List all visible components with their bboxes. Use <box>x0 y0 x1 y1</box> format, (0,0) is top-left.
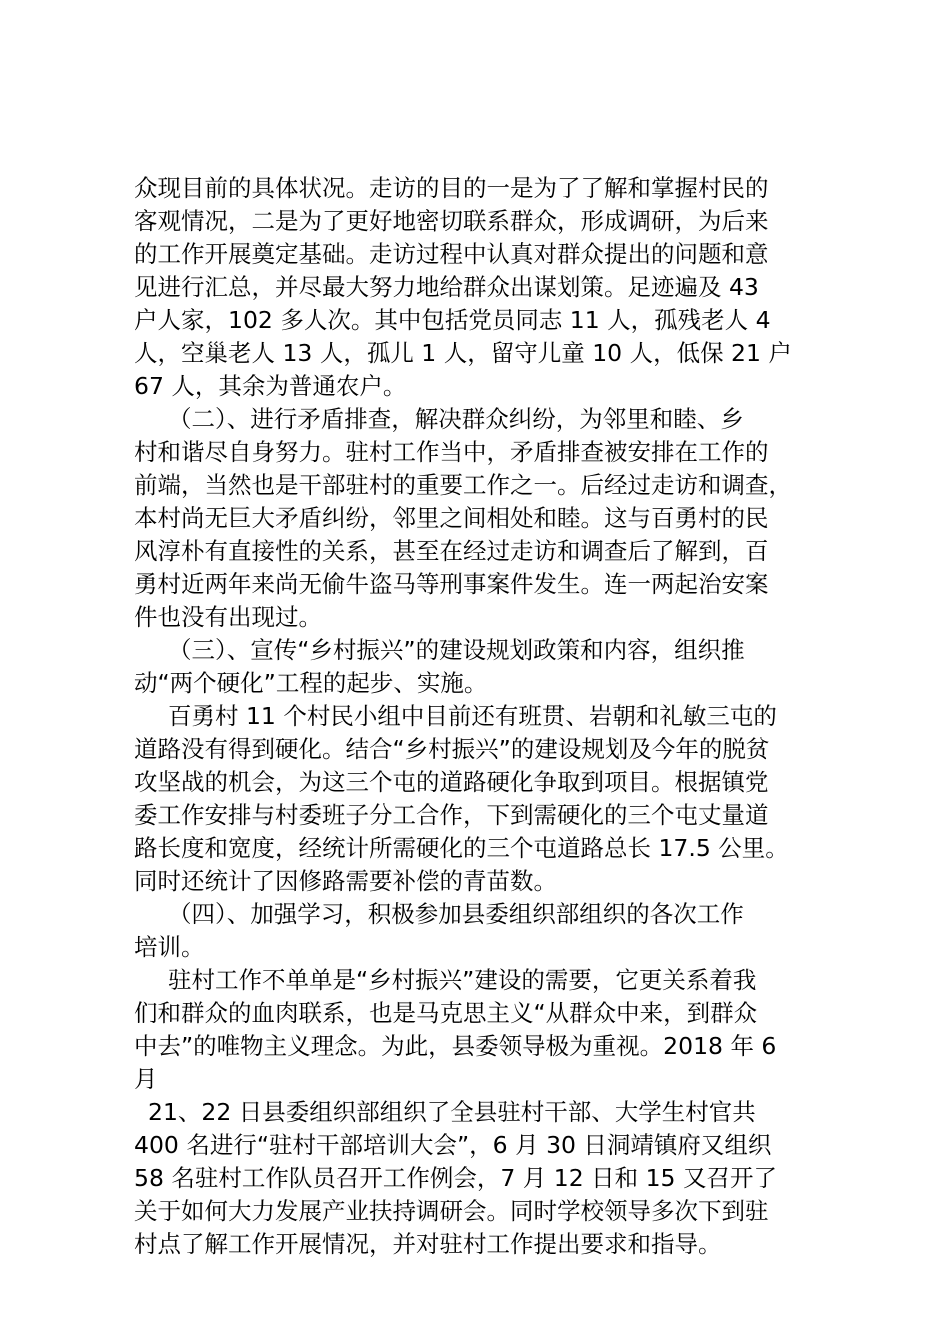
text-line: 月 <box>134 1065 158 1093</box>
text-line: 风淳朴有直接性的关系，甚至在经过走访和调查后了解到，百 <box>134 537 769 565</box>
text-line: 关于如何大力发展产业扶持调研会。同时学校领导多次下到驻 <box>134 1197 769 1225</box>
text-line: 动“两个硬化”工程的起步、实施。 <box>134 669 488 697</box>
text-line: 见进行汇总，并尽最大努力地给群众出谋划策。足迹遍及 43 <box>134 273 759 301</box>
text-line: 人，空巢老人 13 人，孤儿 1 人，留守儿童 10 人，低保 21 户 <box>134 339 792 367</box>
text-line: 客观情况，二是为了更好地密切联系群众，形成调研，为后来 <box>134 207 769 235</box>
section-heading: （四）、加强学习，积极参加县委组织部组织的各次工作 <box>168 900 744 928</box>
paragraph-start: 驻村工作不单单是“乡村振兴”建设的需要，它更关系着我 <box>168 966 757 994</box>
text-line: 67 人，其余为普通农户。 <box>134 372 407 400</box>
text-line: 户人家，102 多人次。其中包括党员同志 11 人，孤残老人 4 <box>134 306 771 334</box>
text-line: 众现目前的具体状况。走访的目的一是为了了解和掌握村民的 <box>134 174 769 202</box>
text-line: 勇村近两年来尚无偷牛盗马等刑事案件发生。连一两起治安案 <box>134 570 769 598</box>
text-line: 同时还统计了因修路需要补偿的青苗数。 <box>134 867 557 895</box>
paragraph-start: 21、22 日县委组织部组织了全县驻村干部、大学生村官共 <box>148 1098 756 1126</box>
text-line: 路长度和宽度，经统计所需硬化的三个屯道路总长 17.5 公里。 <box>134 834 789 862</box>
text-line: 件也没有出现过。 <box>134 603 322 631</box>
text-line: 中去”的唯物主义理念。为此，县委领导极为重视。2018 年 6 <box>134 1032 777 1060</box>
text-line: 培训。 <box>134 933 205 961</box>
text-line: 攻坚战的机会，为这三个屯的道路硬化争取到项目。根据镇党 <box>134 768 769 796</box>
paragraph-start: 百勇村 11 个村民小组中目前还有班贯、岩朝和礼敏三屯的 <box>168 702 777 730</box>
body-text <box>134 172 854 1261</box>
section-heading: （三）、宣传“乡村振兴”的建设规划政策和内容，组织推 <box>168 636 745 664</box>
text-line: 们和群众的血肉联系，也是马克思主义“从群众中来，到群众 <box>134 999 758 1027</box>
text-line: 本村尚无巨大矛盾纠纷，邻里之间相处和睦。这与百勇村的民 <box>134 504 769 532</box>
text-line: 村和谐尽自身努力。驻村工作当中，矛盾排查被安排在工作的 <box>134 438 769 466</box>
text-line: 400 名进行“驻村干部培训大会”，6 月 30 日洞靖镇府又组织 <box>134 1131 772 1159</box>
text-line: 58 名驻村工作队员召开工作例会，7 月 12 日和 15 又召开了 <box>134 1164 777 1192</box>
text-line: 的工作开展奠定基础。走访过程中认真对群众提出的问题和意 <box>134 240 769 268</box>
text-line: 道路没有得到硬化。结合“乡村振兴”的建设规划及今年的脱贫 <box>134 735 770 763</box>
text-line: 村点了解工作开展情况，并对驻村工作提出要求和指导。 <box>134 1230 722 1258</box>
section-heading: （二）、进行矛盾排查，解决群众纠纷，为邻里和睦、乡 <box>168 405 744 433</box>
text-line: 委工作安排与村委班子分工合作，下到需硬化的三个屯丈量道 <box>134 801 769 829</box>
text-line: 前端，当然也是干部驻村的重要工作之一。后经过走访和调查， <box>134 471 792 499</box>
